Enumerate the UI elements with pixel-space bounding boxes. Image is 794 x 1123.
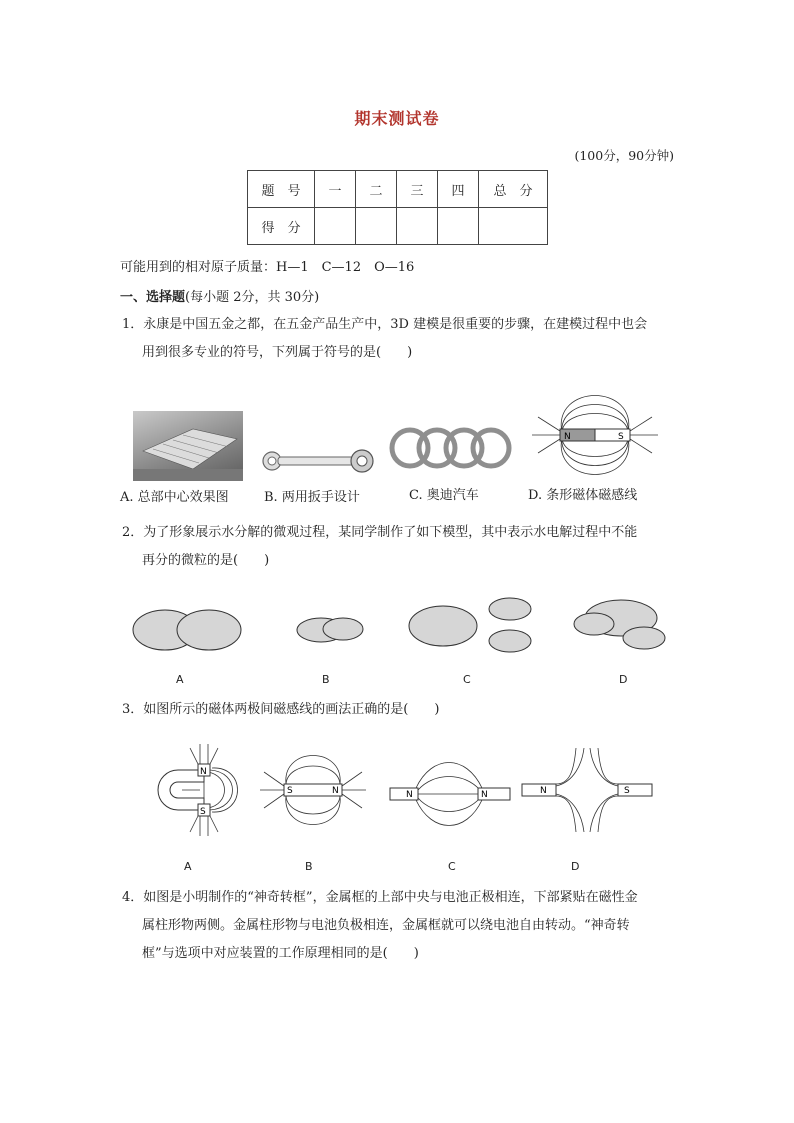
option-label: A <box>176 673 184 686</box>
score-input-4[interactable] <box>438 208 479 245</box>
option-label: C <box>463 673 471 686</box>
page-title: 期末测试卷 <box>354 109 440 128</box>
section-title: 一、选择题 <box>120 290 186 305</box>
table-cell: 二 <box>356 171 397 208</box>
option-label: C. 奥迪汽车 <box>409 488 479 503</box>
question-4 <box>122 884 682 968</box>
wrench-icon <box>258 446 378 476</box>
pole-label: N <box>332 786 339 796</box>
score-input-1[interactable] <box>315 208 356 245</box>
bar-magnet-diagram-b <box>258 740 368 840</box>
question-number: 2． <box>122 525 144 540</box>
option-label: B <box>305 860 313 873</box>
table-cell: 总 分 <box>479 171 548 208</box>
question-number: 4． <box>122 890 144 905</box>
pole-label: N <box>406 790 413 800</box>
question-text: 框”与选项中对应装置的工作原理相同的是( ) <box>142 946 419 961</box>
pole-label: N <box>540 786 547 796</box>
section-note: (每小题 2分，共 30分) <box>185 290 320 305</box>
audi-logo-icon <box>388 424 514 472</box>
question-text: 为了形象展示水分解的微观过程，某同学制作了如下模型，其中表示水电解过程中不能 <box>143 525 638 540</box>
section-heading <box>120 286 319 305</box>
option-label: B <box>322 673 330 686</box>
bar-magnet-field-icon <box>530 387 660 485</box>
question-1 <box>122 311 682 367</box>
horseshoe-magnet-diagram <box>134 740 246 840</box>
two-n-poles-diagram <box>388 748 514 838</box>
option-label: A. 总部中心效果图 <box>120 490 229 505</box>
question-number: 3． <box>122 702 144 717</box>
question-text: 永康是中国五金之都，在五金产品生产中，3D 建模是很重要的步骤，在建模过程中也会 <box>143 317 648 332</box>
pole-label: S <box>200 807 206 817</box>
question-3 <box>122 696 682 724</box>
table-row <box>248 208 548 245</box>
question-text: 再分的微粒的是( ) <box>142 553 270 568</box>
magnet-n-label: N <box>564 432 571 442</box>
score-input-2[interactable] <box>356 208 397 245</box>
headquarters-image <box>133 411 243 481</box>
pole-label: N <box>481 790 488 800</box>
table-cell: 题 号 <box>248 171 315 208</box>
molecule-models <box>125 592 675 662</box>
magnet-s-label: S <box>618 432 624 442</box>
exam-meta: (100分，90分钟) <box>574 148 674 163</box>
pole-label: S <box>287 786 293 796</box>
pole-label: N <box>200 767 207 777</box>
atomic-mass-note: 可能用到的相对原子质量：H—1 C—12 O—16 <box>120 260 415 275</box>
table-cell: 得 分 <box>248 208 315 245</box>
pole-label: S <box>624 786 630 796</box>
table-cell: 三 <box>397 171 438 208</box>
question-number: 1． <box>122 317 144 332</box>
question-text: 如图是小明制作的“神奇转框”，金属框的上部中央与电池正极相连，下部紧贴在磁性金 <box>143 890 638 905</box>
question-2 <box>122 519 682 575</box>
score-table <box>247 170 548 245</box>
option-label: D <box>571 860 580 873</box>
n-s-facing-diagram <box>520 744 654 836</box>
table-cell: 一 <box>315 171 356 208</box>
option-label: A <box>184 860 192 873</box>
table-row <box>248 171 548 208</box>
option-label: B. 两用扳手设计 <box>264 490 360 505</box>
question-text: 如图所示的磁体两极间磁感线的画法正确的是( ) <box>143 702 440 717</box>
question-text: 属柱形物两侧。金属柱形物与电池负极相连，金属框就可以绕电池自由转动。“神奇转 <box>142 918 630 933</box>
question-text: 用到很多专业的符号，下列属于符号的是( ) <box>142 345 413 360</box>
score-input-3[interactable] <box>397 208 438 245</box>
table-cell: 四 <box>438 171 479 208</box>
building-icon <box>133 411 243 481</box>
option-label: D <box>619 673 628 686</box>
option-label: C <box>448 860 456 873</box>
score-input-total[interactable] <box>479 208 548 245</box>
option-label: D. 条形磁体磁感线 <box>528 488 638 503</box>
